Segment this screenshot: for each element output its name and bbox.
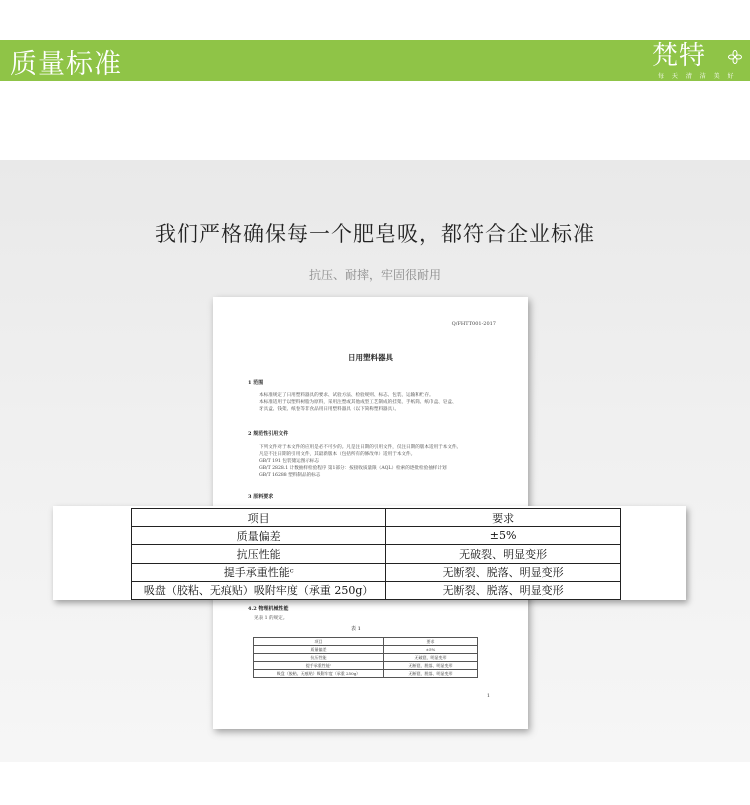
section-heading: 2 规范性引用文件	[248, 431, 289, 437]
table-cell: 无断裂、脱落、明显变形	[383, 662, 477, 670]
table-cell: 无破裂、明显变形	[386, 545, 621, 563]
table-row	[132, 581, 621, 599]
header-banner	[0, 40, 750, 81]
banner-title: 质量标准	[10, 49, 122, 80]
table-row	[254, 662, 478, 670]
document-code: Q/FHTT001-2017	[451, 321, 496, 327]
table-cell: 无破裂、明显变形	[383, 654, 477, 662]
table-cell: 质量偏差	[132, 527, 386, 545]
table-header-cell: 要求	[386, 509, 621, 527]
table-row	[132, 563, 621, 581]
table-cell: 抗压性能	[132, 545, 386, 563]
section-headline: 我们严格确保每一个肥皂吸，都符合企业标准	[155, 222, 595, 246]
page-number: 1	[486, 693, 490, 699]
brand-logo-name: 梵特	[652, 41, 707, 71]
table-caption: 表 1	[351, 626, 361, 632]
brand-logo	[652, 41, 742, 80]
table-row	[254, 646, 478, 654]
table-row	[132, 545, 621, 563]
table-header-cell: 要求	[383, 638, 477, 646]
brand-logo-tagline: 每 天 清 洁 美 好	[658, 73, 737, 80]
body-line: GB/T 16288 塑料制品的标志	[259, 473, 321, 478]
table-header-row	[254, 638, 478, 646]
table-header-row	[132, 509, 621, 527]
body-line: 下列文件对于本文件的应用是必不可少的。凡是注日期的引用文件，仅注日期的版本适用于本文件。	[259, 445, 462, 450]
section-body	[259, 392, 499, 413]
table-cell: 无断裂、脱落、明显变形	[383, 670, 477, 678]
section-body	[259, 444, 499, 479]
table-row	[254, 654, 478, 662]
table-cell: 无断裂、脱落、明显变形	[386, 581, 621, 599]
table-row	[254, 670, 478, 678]
flower-icon	[728, 50, 742, 64]
enlarged-table-panel	[53, 506, 686, 600]
body-line: 凡是不注日期的引用文件，其最新版本（包括所有的修改单）适用于本文件。	[259, 452, 416, 457]
table-cell: 无断裂、脱落、明显变形	[386, 563, 621, 581]
body-line: 本标准规定了日用塑料器具的要求、试验方法、检验规则、标志、包装、运输和贮存。	[259, 393, 434, 398]
table-cell: 提手承重性能ᶜ	[254, 662, 384, 670]
table-cell: ±5%	[386, 527, 621, 545]
body-line: 本标准适用于以塑料树脂为原料，采用注塑或其他成型工艺制成的挂架、手纸筒、纸巾盒、皂盒、	[259, 400, 457, 405]
table-cell: ±5%	[383, 646, 477, 654]
section-heading: 3 原料要求	[248, 494, 274, 500]
table-header-cell: 项目	[254, 638, 384, 646]
section-heading: 1 范围	[248, 380, 264, 386]
document-title: 日用塑料器具	[348, 353, 393, 362]
table-cell: 吸盘（胶粘、无痕贴）吸附牢度（承重 250g）	[132, 581, 386, 599]
table-row	[132, 527, 621, 545]
table-cell: 抗压性能	[254, 654, 384, 662]
table-header-cell: 项目	[132, 509, 386, 527]
body-line: GB/T 2828.1 计数抽样检验程序 第1部分：按接收质量限（AQL）检索的逐批检验抽样计划	[259, 466, 447, 471]
table-cell: 吸盘（胶粘、无痕贴）吸附牢度（承重 250g）	[254, 670, 384, 678]
enlarged-spec-table	[131, 508, 621, 600]
document-table	[253, 637, 478, 678]
body-line: GB/T 191 包装储运图示标志	[259, 459, 320, 464]
table-cell: 提手承重性能ᶜ	[132, 563, 386, 581]
table-reference: 见表 1 的规定。	[254, 616, 288, 621]
body-line: 牙具盒、钱架、纸卷等非食品用日用塑料器具（以下简称塑料器具）。	[259, 407, 400, 412]
subsection-heading: 4.2 物理机械性能	[248, 606, 289, 612]
table-cell: 质量偏差	[254, 646, 384, 654]
section-subtitle: 抗压、耐摔，牢固很耐用	[308, 268, 441, 282]
